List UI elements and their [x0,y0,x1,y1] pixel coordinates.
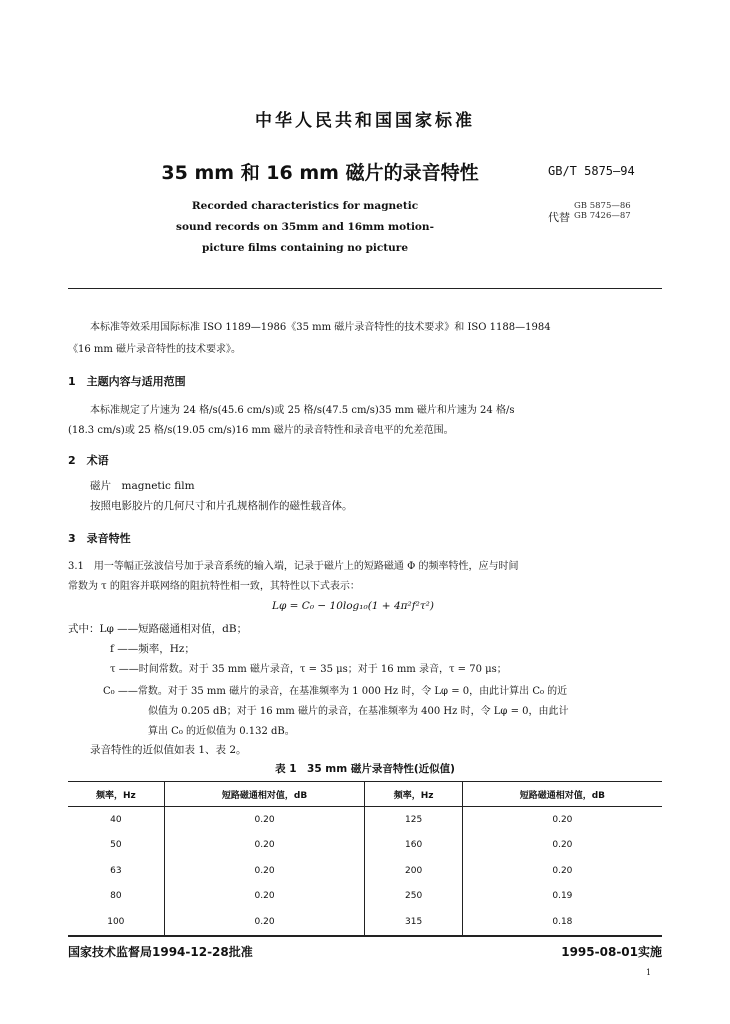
table-cell: 100 [68,909,164,935]
where-line: f ——频率，Hz； [110,643,195,655]
intro-line: 本标准等效采用国际标准 ISO 1189—1986《35 mm 磁片录音特性的技术要求》和 ISO 1188—1984 [90,322,551,333]
table-row [68,858,662,884]
table-cell: 0.20 [462,833,662,859]
table-cell: 250 [365,884,462,910]
table-cell: 160 [365,833,462,859]
column-header: 短路磁通相对值，dB [462,782,662,807]
table-1-caption: 表 1 35 mm 磁片录音特性(近似值) [275,763,455,775]
section-2-heading: 2 术语 [68,454,109,467]
where-line: 算出 C₀ 的近似值为 0.132 dB。 [148,726,295,737]
table-cell: 40 [110,814,122,825]
page-number: 1 [646,968,652,977]
clause-3-1-line: 3.1 用一等幅正弦波信号加于录音系统的输入端，记录于磁片上的短路磁通 Φ 的频率特性，应与时间 [68,561,519,572]
table-1 [68,781,662,936]
formula: Lφ = C₀ − 10log₁₀(1 + 4π²f²τ²) [272,600,434,612]
intro-line: 《16 mm 磁片录音特性的技术要求》。 [68,344,242,355]
english-title-line: picture films containing no picture [201,242,409,254]
term-entry: 磁片 magnetic film [90,480,195,492]
table-reference-note: 录音特性的近似值如表 1、表 2。 [90,744,247,756]
section-3-heading: 3 录音特性 [68,532,131,545]
replaced-standards [574,201,631,221]
replaces-label: 代替 [548,211,570,224]
where-line: 式中：Lφ ——短路磁通相对值，dB； [68,623,248,635]
table-cell: 63 [110,865,122,876]
footer-divider [68,936,662,937]
table-cell: 0.19 [462,884,662,910]
header-divider [68,288,662,289]
national-standard-header: 中华人民共和国国家标准 [255,111,475,131]
table-cell: 50 [110,840,122,851]
where-line: τ ——时间常数。对于 35 mm 磁片录音，τ = 35 μs；对于 16 mm 录音，τ = 70 μs； [110,664,507,675]
column-header: 频率，Hz [68,782,164,807]
table-cell: 125 [365,807,462,833]
replaced-standard: GB 5875—86 [574,201,631,211]
column-header: 频率，Hz [365,782,462,807]
table-row [68,884,662,910]
section-1-line: (18.3 cm/s)或 25 格/s(19.05 cm/s)16 mm 磁片的录音特性和录音电平的允差范围。 [68,425,454,436]
table-cell: 0.20 [164,858,365,884]
english-title-line: Recorded characteristics for magnetic [191,200,419,212]
standard-number: GB/T 5875—94 [548,164,635,178]
table-cell: 80 [110,891,122,902]
table-cell: 0.20 [462,858,662,884]
table-row [68,833,662,859]
replaced-standard: GB 7426—87 [574,211,631,221]
table-cell: 0.20 [462,807,662,833]
term-definition: 按照电影胶片的几何尺寸和片孔规格制作的磁性载音体。 [90,500,353,512]
english-title-line: sound records on 35mm and 16mm motion- [176,221,434,233]
where-line: C₀ ——常数。对于 35 mm 磁片的录音，在基准频率为 1 000 Hz 时，令 Lφ = 0，由此计算出 C₀ 的近 [103,686,568,697]
section-1-line: 本标准规定了片速为 24 格/s(45.6 cm/s)或 25 格/s(47.5 cm/s)35 mm 磁片和片速为 24 格/s [90,405,515,416]
clause-3-1-line: 常数为 τ 的阻容并联网络的阻抗特性相一致，其特性以下式表示： [68,581,360,592]
table-row [68,807,662,833]
document-title: 35 mm 和 16 mm 磁片的录音特性 [161,162,479,184]
column-header: 短路磁通相对值，dB [164,782,365,807]
implementation-date: 1995-08-01实施 [561,945,662,959]
table-row [68,909,662,935]
table-cell: 0.20 [164,833,365,859]
table-cell: 0.20 [164,807,365,833]
table-cell: 0.20 [164,884,365,910]
table-cell: 200 [365,858,462,884]
table-header-row [68,782,662,807]
table-cell: 0.20 [164,909,365,935]
approval-date: 国家技术监督局1994-12-28批准 [68,945,253,959]
section-1-heading: 1 主题内容与适用范围 [68,375,186,388]
table-cell: 0.18 [462,909,662,935]
where-line: 似值为 0.205 dB；对于 16 mm 磁片的录音，在基准频率为 400 Hz 时，令 Lφ = 0，由此计 [148,706,569,717]
table-cell: 315 [365,909,462,935]
